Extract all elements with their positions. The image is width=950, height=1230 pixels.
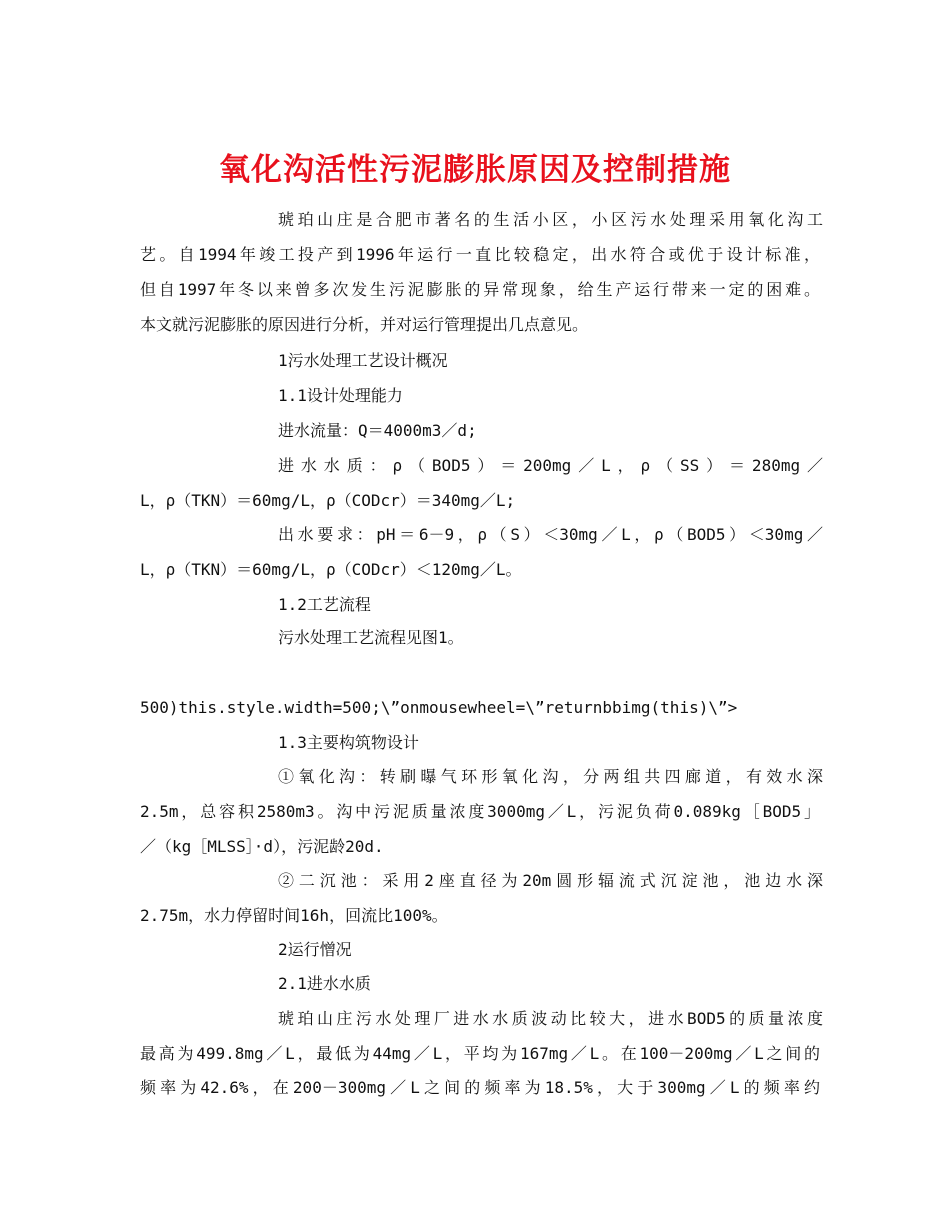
paragraph-line: ①氧化沟：转刷曝气环形氧化沟，分两组共四廊道，有效水深 [278, 767, 823, 786]
document-title: 氧化沟活性污泥膨胀原因及控制措施 [219, 151, 731, 188]
subsection-heading: 1.2工艺流程 [278, 595, 371, 614]
section-heading: 2运行憎况 [278, 940, 352, 959]
broken-image-code: 500)this.style.width=500;\”onmousewheel=\”returnbbimg(this)\”> [140, 698, 738, 717]
paragraph-line: 频率为42.6%，在200－300mg／L之间的频率为18.5%，大于300mg／L的频率约 [140, 1078, 820, 1097]
paragraph-line: 污水处理工艺流程见图1。 [278, 628, 464, 647]
paragraph-line: 2.75m，水力停留时间16h，回流比100%。 [140, 906, 448, 925]
section-heading: 1污水处理工艺设计概况 [278, 351, 448, 370]
subsection-heading: 2.1进水水质 [278, 974, 371, 993]
paragraph-line: 但自1997年冬以来曾多次发生污泥膨胀的异常现象，给生产运行带来一定的困难。 [140, 280, 820, 299]
paragraph-line: ／（kg［MLSS］·d），污泥龄20d. [140, 837, 384, 856]
subsection-heading: 1.1设计处理能力 [278, 386, 403, 405]
paragraph-line: 琥珀山庄污水处理厂进水水质波动比较大，进水BOD5的质量浓度 [278, 1009, 823, 1028]
paragraph-line: 出水要求：pH＝6－9，ρ（S）＜30mg／L，ρ（BOD5）＜30mg／ [278, 525, 823, 544]
paragraph-line: 进水水质：ρ（BOD5）＝200mg／L，ρ（SS）＝280mg／ [278, 456, 823, 475]
paragraph-line: 进水流量：Q＝4000m3／d; [278, 421, 477, 440]
paragraph-line: 最高为499.8mg／L，最低为44mg／L，平均为167mg／L。在100－200mg／L之间的 [140, 1044, 820, 1063]
paragraph-line: 艺。自1994年竣工投产到1996年运行一直比较稳定，出水符合或优于设计标准， [140, 245, 820, 264]
paragraph-line: ②二沉池：采用2座直径为20m圆形辐流式沉淀池，池边水深 [278, 871, 823, 890]
paragraph-line: L，ρ（TKN）＝60mg/L，ρ（CODcr）＜120mg／L。 [140, 560, 522, 579]
paragraph-line: 2.5m，总容积2580m3。沟中污泥质量浓度3000mg／L，污泥负荷0.089kg［BOD5」 [140, 802, 820, 821]
paragraph-line: 本文就污泥膨胀的原因进行分析，并对运行管理提出几点意见。 [140, 315, 589, 334]
paragraph-line: L，ρ（TKN）＝60mg/L，ρ（CODcr）＝340mg／L; [140, 491, 516, 510]
subsection-heading: 1.3主要构筑物设计 [278, 733, 419, 752]
paragraph-line: 琥珀山庄是合肥市著名的生活小区，小区污水处理采用氧化沟工 [278, 210, 823, 229]
